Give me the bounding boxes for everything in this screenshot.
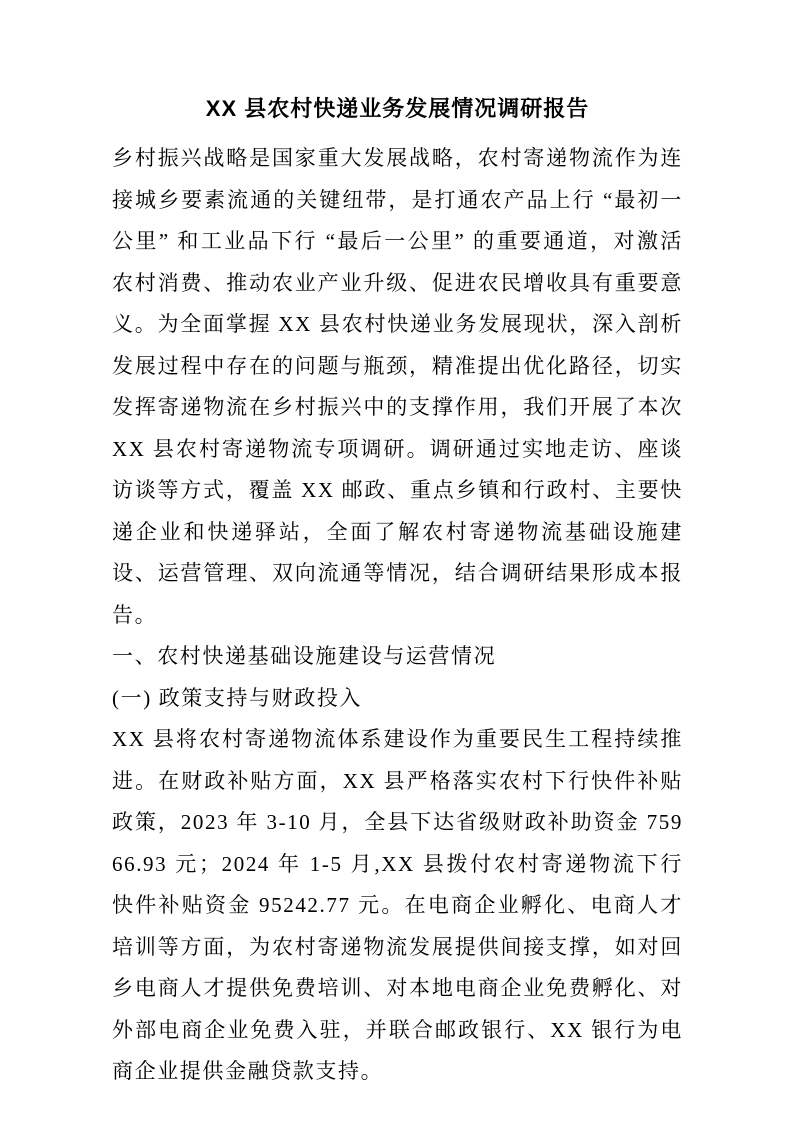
section-1-heading: 一、农村快递基础设施建设与运营情况 [112, 644, 497, 668]
section-1-subheading: (一) 政策支持与财政投入 [112, 685, 363, 710]
section-1-paragraph: XX 县将农村寄递物流体系建设作为重要民生工程持续推进。在财政补贴方面，XX 县严格落实农村下行快件补贴政策，2023 年 3-10 月，全县下达省级财政补助资金 75966.93 元；2024 年 1-5 月,XX 县拨付农村寄递物流下行快件补贴资金 95242.77 元。在电商企业孵化、电商人才培训等方面，为农村寄递物流发展提供间接支撑，如对回乡电商人才提供免费培训、对本地电商企业免费孵化、对外部电商企业免费入驻，并联合邮政银行、XX 银行为电商企业提供金融贷款支持。 [112, 727, 683, 1083]
document-title: XX 县农村快递业务发展情况调研报告 [205, 96, 590, 121]
intro-paragraph: 乡村振兴战略是国家重大发展战略，农村寄递物流作为连接城乡要素流通的关键纽带，是打通农产品上行 “最初一公里” 和工业品下行 “最后一公里” 的重要通道，对激活农村消费、推动农业产业升级、促进农民增收具有重要意义。为全面掌握 XX 县农村快递业务发展现状，深入剖析发展过程中存在的问题与瓶颈，精准提出优化路径，切实发挥寄递物流在乡村振兴中的支撑作用，我们开展了本次 XX 县农村寄递物流专项调研。调研通过实地走访、座谈访谈等方式，覆盖 XX 邮政、重点乡镇和行政村、主要快递企业和快递驿站，全面了解农村寄递物流基础设施建设、运营管理、双向流通等情况，结合调研结果形成本报告。 [112, 146, 683, 627]
